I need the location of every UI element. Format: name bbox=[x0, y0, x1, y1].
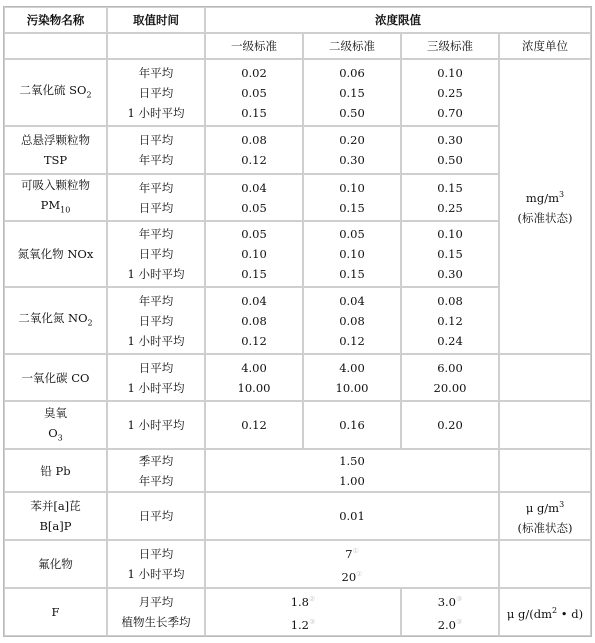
pollutant-name: 可吸入颗粒物 $PM_{10}$ bbox=[4, 174, 107, 221]
grade3-cell: 0.30 0.50 bbox=[401, 126, 499, 174]
air-quality-standards-table bbox=[3, 6, 592, 637]
merged-limit-cell: 1.50 1.00 bbox=[205, 449, 499, 492]
pollutant-name: 苯并[a]芘 B[a]P bbox=[4, 492, 107, 540]
grade1-cell: 4.00 10.00 bbox=[205, 354, 303, 401]
pollutant-name: 氮氧化物 NOx bbox=[4, 221, 107, 287]
grade2-cell: 4.00 10.00 bbox=[303, 354, 401, 401]
unit-cell-empty bbox=[499, 540, 591, 588]
grade1-cell: 0.08 0.12 bbox=[205, 126, 303, 174]
period-cell: 季平均 年平均 bbox=[107, 449, 205, 492]
grade1-cell: 0.05 0.10 0.15 bbox=[205, 221, 303, 287]
grade3-cell: 3.0③ 2.0③ bbox=[401, 588, 499, 636]
period-cell: 年平均 日平均 1 小时平均 bbox=[107, 59, 205, 126]
grade2-cell: 0.04 0.08 0.12 bbox=[303, 287, 401, 354]
header-limits: 浓度限值 bbox=[205, 7, 591, 33]
pollutant-name: 铅 Pb bbox=[4, 449, 107, 492]
pollutant-name: 氟化物 bbox=[4, 540, 107, 588]
header-period: 取值时间 bbox=[107, 7, 205, 33]
footnote-marker: ① bbox=[352, 547, 359, 556]
grade12-merged-cell: 1.8② 1.2③ bbox=[205, 588, 401, 636]
grade3-cell: 0.15 0.25 bbox=[401, 174, 499, 221]
grade2-cell: 0.06 0.15 0.50 bbox=[303, 59, 401, 126]
header-pollutant: 污染物名称 bbox=[4, 7, 107, 33]
period-cell: 月平均 植物生长季均 bbox=[107, 588, 205, 636]
grade3-cell: 0.10 0.25 0.70 bbox=[401, 59, 499, 126]
footnote-marker: ③ bbox=[456, 618, 463, 627]
merged-limit-cell: 0.01 bbox=[205, 492, 499, 540]
period-cell: 日平均 1 小时平均 bbox=[107, 354, 205, 401]
grade3-cell: 0.10 0.15 0.30 bbox=[401, 221, 499, 287]
pollutant-name: 二氧化氮 $NO_2$ bbox=[4, 287, 107, 354]
grade3-cell: 6.00 20.00 bbox=[401, 354, 499, 401]
unit-cell-empty bbox=[499, 449, 591, 492]
unit-cell-mg: $mg/m^3$ (标准状态) bbox=[499, 59, 591, 354]
header-unit: 浓度单位 bbox=[499, 33, 591, 59]
header-empty-1 bbox=[4, 33, 107, 59]
grade2-cell: 0.05 0.10 0.15 bbox=[303, 221, 401, 287]
header-empty-2 bbox=[107, 33, 205, 59]
grade1-cell: 0.04 0.05 bbox=[205, 174, 303, 221]
header-grade3: 三级标准 bbox=[401, 33, 499, 59]
footnote-marker: ① bbox=[356, 570, 363, 579]
pollutant-name: 二氧化硫 $SO_2$ bbox=[4, 59, 107, 126]
period-cell: 日平均 年平均 bbox=[107, 126, 205, 174]
period-cell: 年平均 日平均 bbox=[107, 174, 205, 221]
period-cell: 日平均 bbox=[107, 492, 205, 540]
unit-cell-ug: μ $g/m^3$ (标准状态) bbox=[499, 492, 591, 540]
unit-cell-ugdm: μ $g/(dm^2$ • d) bbox=[499, 588, 591, 636]
air-quality-standards-table-wrapper bbox=[3, 6, 592, 637]
grade2-cell: 0.10 0.15 bbox=[303, 174, 401, 221]
merged-limit-cell: 7① 20① bbox=[205, 540, 499, 588]
grade1-cell: 0.04 0.08 0.12 bbox=[205, 287, 303, 354]
grade2-cell: 0.16 bbox=[303, 401, 401, 449]
grade3-cell: 0.08 0.12 0.24 bbox=[401, 287, 499, 354]
footnote-marker: ③ bbox=[309, 618, 316, 627]
footnote-marker: ③ bbox=[456, 595, 463, 604]
period-cell: 1 小时平均 bbox=[107, 401, 205, 449]
grade3-cell: 0.20 bbox=[401, 401, 499, 449]
footnote-marker: ② bbox=[309, 595, 316, 604]
unit-cell-empty bbox=[499, 354, 591, 401]
grade1-cell: 0.12 bbox=[205, 401, 303, 449]
unit-cell-empty bbox=[499, 401, 591, 449]
grade2-cell: 0.20 0.30 bbox=[303, 126, 401, 174]
period-cell: 年平均 日平均 1 小时平均 bbox=[107, 221, 205, 287]
grade1-cell: 0.02 0.05 0.15 bbox=[205, 59, 303, 126]
header-grade2: 二级标准 bbox=[303, 33, 401, 59]
pollutant-name: 总悬浮颗粒物 TSP bbox=[4, 126, 107, 174]
pollutant-name: 臭氧 $O_3$ bbox=[4, 401, 107, 449]
header-grade1: 一级标准 bbox=[205, 33, 303, 59]
period-cell: 日平均 1 小时平均 bbox=[107, 540, 205, 588]
period-cell: 年平均 日平均 1 小时平均 bbox=[107, 287, 205, 354]
pollutant-name: F bbox=[4, 588, 107, 636]
pollutant-name: 一氧化碳 CO bbox=[4, 354, 107, 401]
